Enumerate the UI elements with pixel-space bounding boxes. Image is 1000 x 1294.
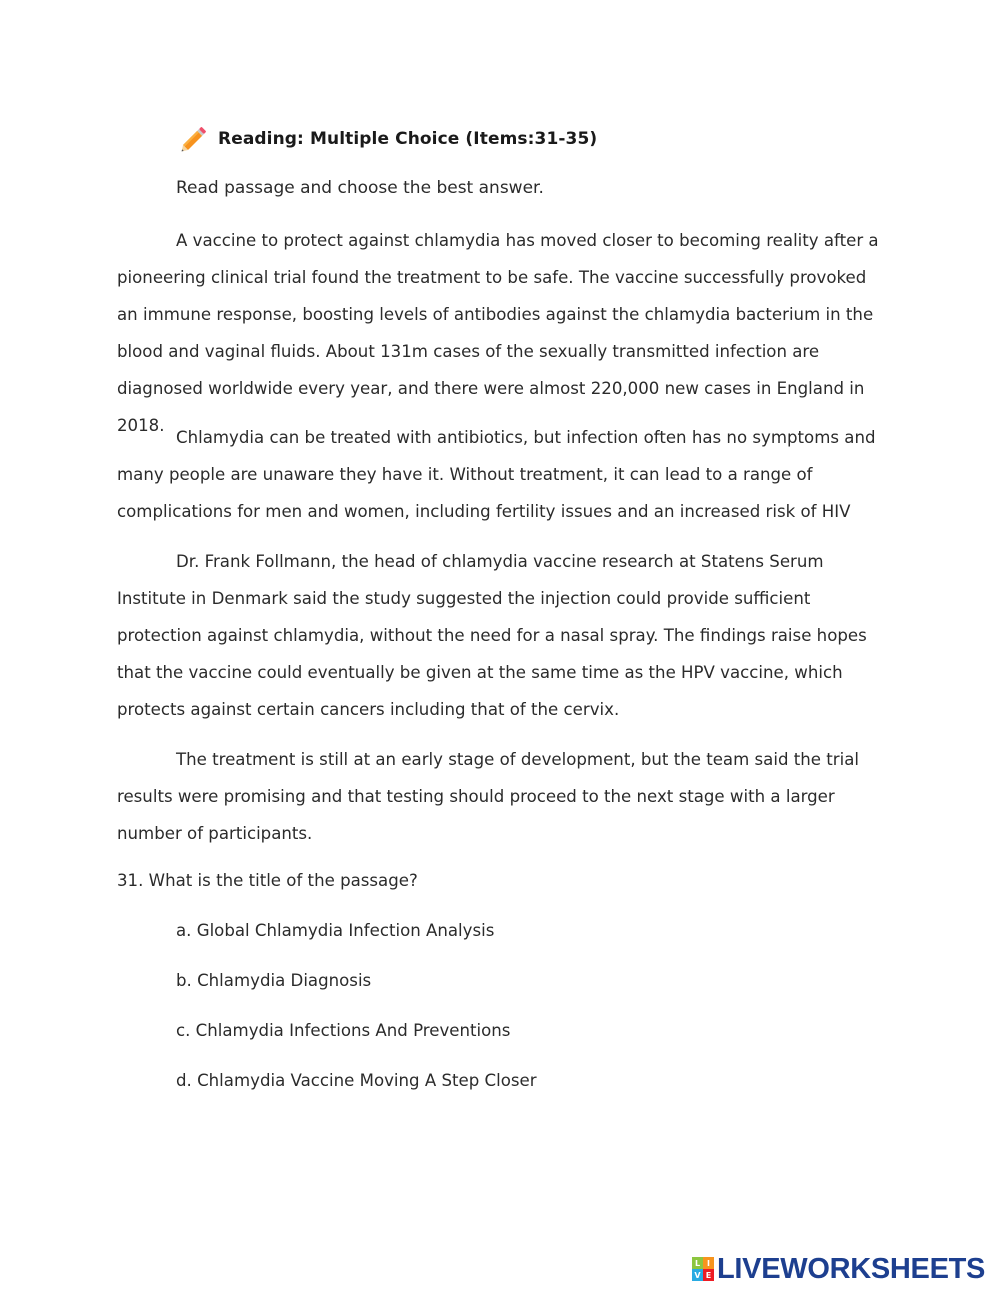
question-31: 31. What is the title of the passage? xyxy=(117,871,418,890)
instruction-text: Read passage and choose the best answer. xyxy=(176,178,544,198)
passage-paragraph-3: Dr. Frank Follmann, the head of chlamydia vaccine research at Statens Serum Institute in Denmark said the study suggested the injection could provide sufficient protection against chlamydia, without the need for a nasal spray. The findings raise hopes that the vaccine could eventually be given at the same time as the HPV vaccine, which protects against certain cancers including that of the cervix. xyxy=(117,552,867,719)
answer-option-a[interactable]: a. Global Chlamydia Infection Analysis xyxy=(176,921,495,940)
badge-letter-i: I xyxy=(703,1257,714,1269)
passage-paragraph-1: A vaccine to protect against chlamydia has moved closer to becoming reality after a pioneering clinical trial found the treatment to be safe. The vaccine successfully provoked an immune response, boosting levels of antibodies against the chlamydia bacterium in the blood and vaginal fluids. About 131m cases of the sexually transmitted infection are diagnosed worldwide every year, and there were almost 220,000 new cases in England in 2018. xyxy=(117,231,879,435)
badge-letter-v: V xyxy=(692,1269,703,1281)
answer-option-d[interactable]: d. Chlamydia Vaccine Moving A Step Closer xyxy=(176,1071,537,1090)
brand-badge-icon xyxy=(692,1257,714,1281)
pencil-icon xyxy=(178,123,210,155)
answer-option-b[interactable]: b. Chlamydia Diagnosis xyxy=(176,971,372,990)
section-title: Reading: Multiple Choice (Items:31-35) xyxy=(218,129,598,149)
answer-option-c[interactable]: c. Chlamydia Infections And Preventions xyxy=(176,1021,511,1040)
section-heading xyxy=(178,122,597,156)
badge-letter-e: E xyxy=(703,1269,714,1281)
brand-name: LIVEWORKSHEETS xyxy=(717,1252,986,1285)
passage-paragraph-2: Chlamydia can be treated with antibiotics, but infection often has no symptoms and many people are unaware they have it. Without treatment, it can lead to a range of complications for men and women, including fertility issues and an increased risk of HIV xyxy=(117,428,876,521)
passage-paragraph-4: The treatment is still at an early stage of development, but the team said the trial results were promising and that testing should proceed to the next stage with a larger number of participants. xyxy=(117,750,859,843)
liveworksheets-logo[interactable] xyxy=(692,1252,985,1286)
badge-letter-l: L xyxy=(692,1257,703,1269)
